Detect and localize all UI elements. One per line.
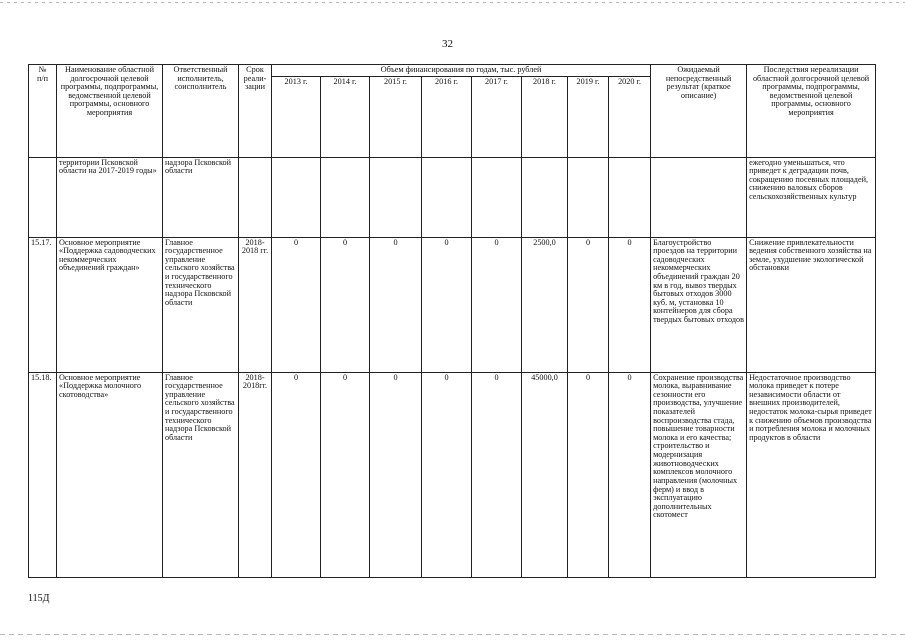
cell-term: [239, 157, 272, 237]
cell-name: Основное мероприятие «Поддержка садоводческих некоммерческих объединений граждан»: [57, 237, 163, 372]
scan-edge-bottom: [0, 634, 905, 635]
scan-edge-top: [0, 2, 905, 3]
cell-value: 0: [370, 372, 422, 577]
cell-value: [321, 157, 370, 237]
page-number: 32: [442, 38, 453, 50]
header-expected: Ожидаемый непосредственный результат (краткое описание): [651, 65, 747, 158]
cell-expected: Сохранение производства молока, выравнивание сезонности его производства, улучшение показателей воспроизводства стада, повышение товарности молока и его качества; строительство и модернизация животноводческих комплексов молочного направления (молочных ферм) и ввод в эксплуатацию дополнительных скотомест: [651, 372, 747, 577]
table-row: [29, 237, 876, 372]
cell-value: [472, 157, 522, 237]
header-year: 2016 г.: [422, 76, 472, 157]
cell-value: 0: [472, 372, 522, 577]
header-name: Наименование областной долгосрочной целевой программы, подпрограммы, ведомственной целевой программы, основного мероприятия: [57, 65, 163, 158]
footer-code: 115Д: [28, 593, 50, 604]
cell-term: 2018-2018 гг.: [239, 237, 272, 372]
cell-num: 15.17.: [29, 237, 57, 372]
cell-expected: [651, 157, 747, 237]
table-row-continuation: [29, 157, 876, 237]
cell-value: 2500,0: [522, 237, 568, 372]
header-year: 2018 г.: [522, 76, 568, 157]
cell-value: 0: [422, 237, 472, 372]
cell-responsible: надзора Псковской области: [163, 157, 239, 237]
cell-value: 0: [609, 372, 651, 577]
header-term: Срок реали-зации: [239, 65, 272, 158]
cell-value: 0: [609, 237, 651, 372]
header-year: 2014 г.: [321, 76, 370, 157]
cell-expected: Благоустройство проездов на территории садоводческих некоммерческих объединений граждан 20 км в год, вывоз твердых бытовых отходов 3000 куб. м, установка 10 контейнеров для сбора твердых бытовых отходов: [651, 237, 747, 372]
cell-value: 0: [321, 372, 370, 577]
cell-consequences: Снижение привлекательности ведения собственного хозяйства на земле, ухудшение экологической обстановки: [747, 237, 876, 372]
header-year: 2015 г.: [370, 76, 422, 157]
cell-consequences: ежегодно уменьшаться, что приведет к деградации почв, сокращению посевных площадей, снижению валовых сборов сельскохозяйственных культур: [747, 157, 876, 237]
cell-value: [522, 157, 568, 237]
cell-name: Основное мероприятие «Поддержка молочного скотоводства»: [57, 372, 163, 577]
header-year: 2019 г.: [568, 76, 609, 157]
cell-responsible: Главное государственное управление сельского хозяйства и государственного технического надзора Псковской области: [163, 372, 239, 577]
cell-responsible: Главное государственное управление сельского хозяйства и государственного технического надзора Псковской области: [163, 237, 239, 372]
cell-value: 0: [272, 237, 321, 372]
funding-table: [28, 64, 876, 578]
cell-value: [370, 157, 422, 237]
cell-num: [29, 157, 57, 237]
header-responsible: Ответственный исполнитель, соисполнитель: [163, 65, 239, 158]
cell-value: 0: [472, 237, 522, 372]
cell-value: 0: [370, 237, 422, 372]
table-row: [29, 372, 876, 577]
cell-value: 0: [568, 372, 609, 577]
header-year: 2013 г.: [272, 76, 321, 157]
cell-value: 0: [422, 372, 472, 577]
cell-value: [422, 157, 472, 237]
header-year: 2020 г.: [609, 76, 651, 157]
cell-value: 0: [272, 372, 321, 577]
cell-name: территории Псковской области на 2017-2019 годы»: [57, 157, 163, 237]
header-num: № п/п: [29, 65, 57, 158]
cell-value: 45000,0: [522, 372, 568, 577]
header-funding-title: Объем финансирования по годам, тыс. рублей: [272, 65, 651, 77]
cell-term: 2018-2018гг.: [239, 372, 272, 577]
cell-value: [609, 157, 651, 237]
cell-value: 0: [568, 237, 609, 372]
header-year: 2017 г.: [472, 76, 522, 157]
cell-value: [568, 157, 609, 237]
cell-value: [272, 157, 321, 237]
cell-value: 0: [321, 237, 370, 372]
cell-consequences: Недостаточное производство молока приведет к потере независимости области от внешних производителей, недостаток молока-сырья приведет к снижению объемов производства и потребления молока и молочных продуктов в области: [747, 372, 876, 577]
cell-num: 15.18.: [29, 372, 57, 577]
header-consequences: Последствия нереализации областной долгосрочной целевой программы, подпрограммы, ведомственной целевой программы, основного мероприятия: [747, 65, 876, 158]
